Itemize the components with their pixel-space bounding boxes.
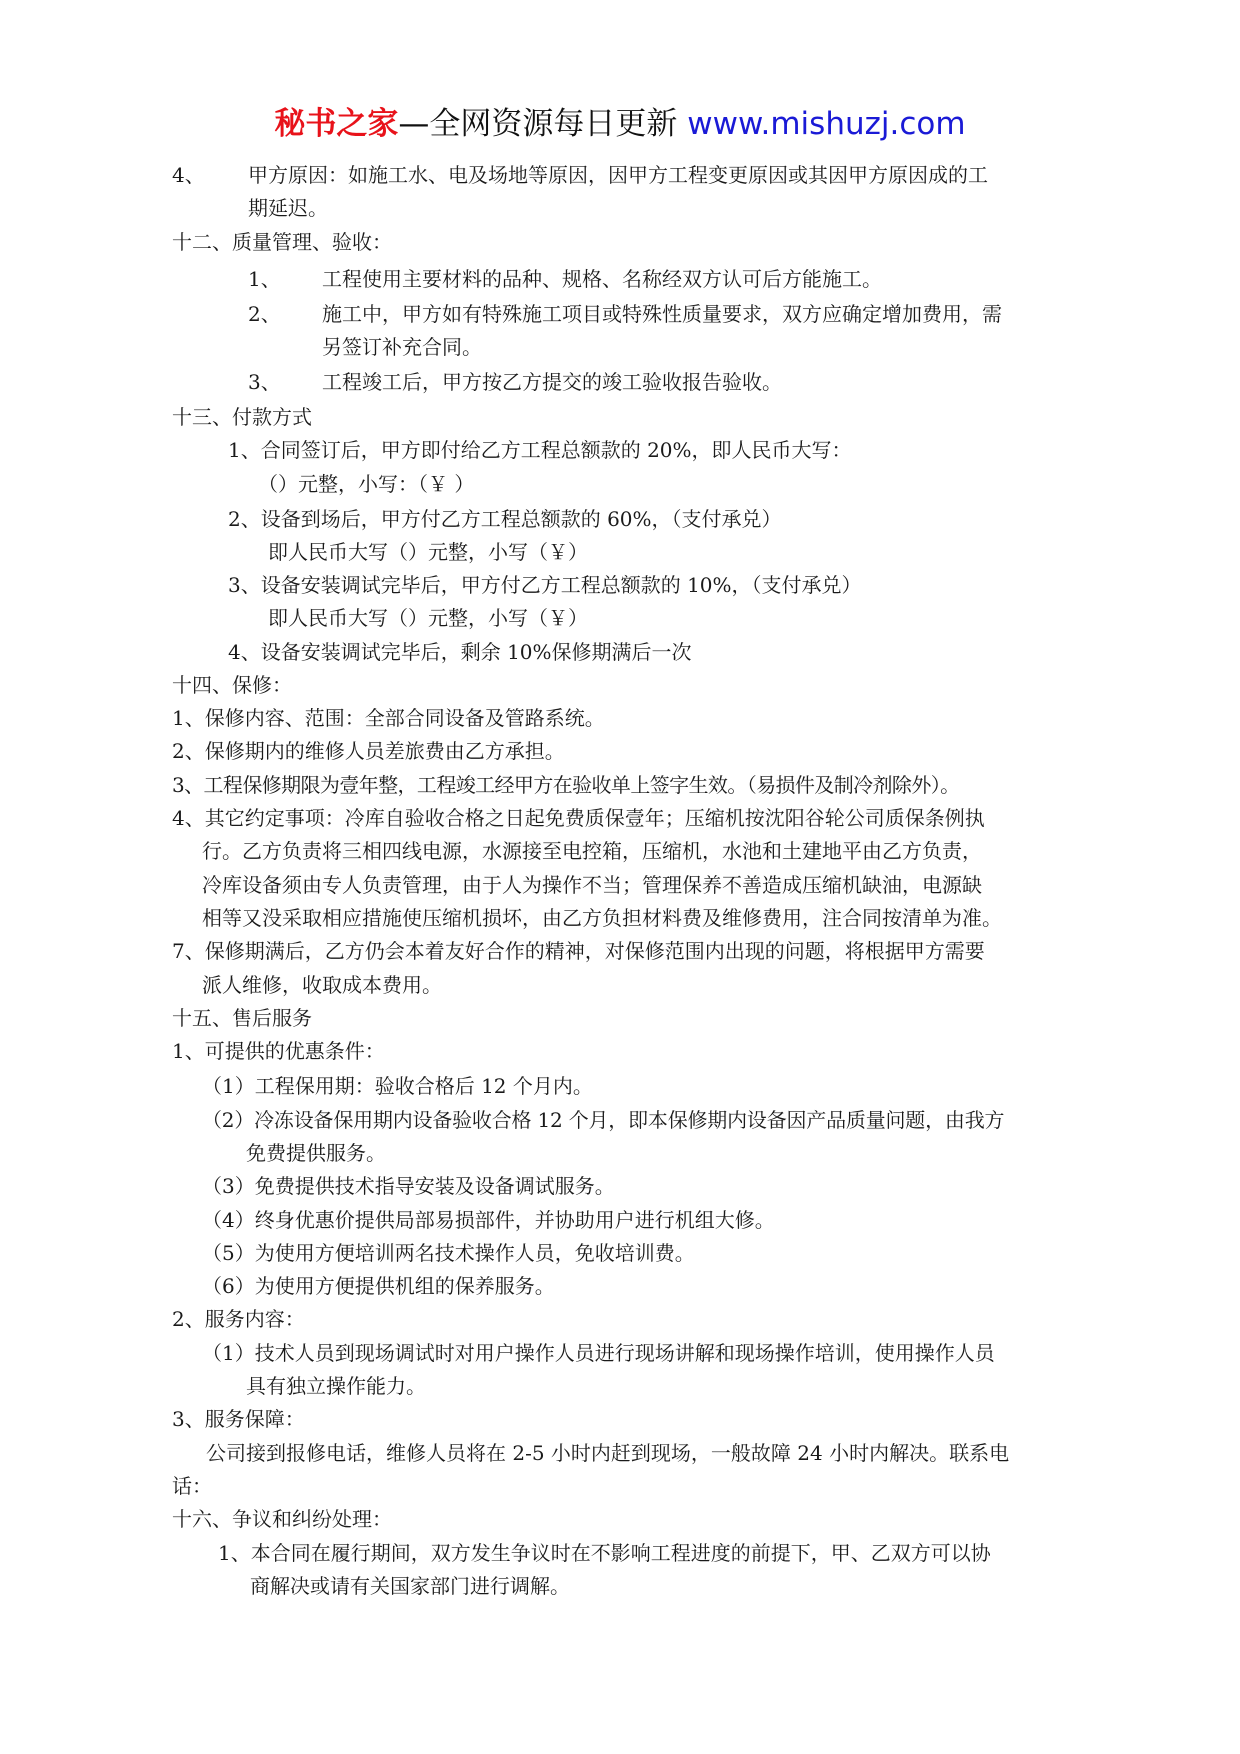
text-line: 免费提供服务。 [246, 1141, 386, 1165]
list-item [172, 161, 988, 189]
banner-tagline: —全网资源每日更新 [398, 106, 678, 142]
text-line: 具有独立操作能力。 [246, 1374, 426, 1398]
list-item: （6）为使用方便提供机组的保养服务。 [202, 1274, 555, 1298]
item-text: 甲方原因：如施工水、电及场地等原因，因甲方工程变更原因或其因甲方原因成的工 [248, 163, 988, 187]
list-item: 1、合同签订后，甲方即付给乙方工程总额款的 20%，即人民币大写： [228, 438, 852, 462]
text-line: 商解决或请有关国家部门进行调解。 [250, 1574, 570, 1598]
list-item: 2、服务内容： [172, 1307, 305, 1331]
text-line: 冷库设备须由专人负责管理，由于人为操作不当；管理保养不善造成压缩机缺油，电源缺 [202, 873, 982, 897]
section-heading: 十四、保修： [172, 673, 292, 697]
list-item: （3）免费提供技术指导安装及设备调试服务。 [202, 1174, 615, 1198]
list-item: 1、可提供的优惠条件： [172, 1039, 385, 1063]
item-number: 4、 [172, 163, 205, 187]
list-item: 7、保修期满后，乙方仍会本着友好合作的精神，对保修范围内出现的问题，将根据甲方需要 [172, 939, 985, 963]
section-heading: 十五、售后服务 [172, 1006, 312, 1030]
item-text: 施工中，甲方如有特殊施工项目或特殊性质量要求，双方应确定增加费用，需 [322, 302, 1002, 326]
item-number: 3、 [248, 370, 281, 394]
text-line: 即人民币大写（）元整，小写（￥） [268, 606, 588, 630]
list-item: 3、工程保修期限为壹年整，工程竣工经甲方在验收单上签字生效。（易损件及制冷剂除外）。 [172, 773, 960, 797]
list-item [248, 265, 882, 293]
list-item: （1）技术人员到现场调试时对用户操作人员进行现场讲解和现场操作培训，使用操作人员 [202, 1341, 995, 1365]
banner-brand: 秘书之家 [274, 106, 399, 142]
item-number: 1、 [248, 267, 281, 291]
list-item: （5）为使用方便培训两名技术操作人员，免收培训费。 [202, 1241, 695, 1265]
banner-url[interactable]: www.mishuzj.com [687, 106, 966, 142]
section-heading: 十三、付款方式 [172, 405, 312, 429]
list-item: 3、设备安装调试完毕后，甲方付乙方工程总额款的 10%，（支付承兑） [228, 573, 862, 597]
section-heading: 十六、争议和纠纷处理： [172, 1507, 392, 1531]
list-item: 1、保修内容、范围：全部合同设备及管路系统。 [172, 706, 605, 730]
list-item: （1）工程保用期：验收合格后 12 个月内。 [202, 1074, 593, 1098]
list-item: （4）终身优惠价提供局部易损部件，并协助用户进行机组大修。 [202, 1208, 775, 1232]
section-heading: 十二、质量管理、验收： [172, 230, 392, 254]
text-line: （）元整，小写：（￥ ） [258, 472, 475, 496]
list-item: 3、服务保障： [172, 1407, 305, 1431]
text-line: 相等又没采取相应措施使压缩机损坏，由乙方负担材料费及维修费用，注合同按清单为准。 [202, 906, 1002, 930]
text-line: 公司接到报修电话，维修人员将在 2-5 小时内赶到现场，一般故障 24 小时内解决。联系电 [206, 1441, 1010, 1465]
list-item [248, 300, 1002, 328]
list-item: 4、其它约定事项：冷库自验收合格之日起免费质保壹年；压缩机按沈阳谷轮公司质保条例执 [172, 806, 985, 830]
text-line: 期延迟。 [248, 196, 328, 220]
text-line: 另签订补充合同。 [322, 335, 482, 359]
list-item: 2、保修期内的维修人员差旅费由乙方承担。 [172, 739, 565, 763]
list-item [248, 368, 782, 396]
item-number: 2、 [248, 302, 281, 326]
list-item: 1、本合同在履行期间，双方发生争议时在不影响工程进度的前提下，甲、乙双方可以协 [218, 1541, 991, 1565]
text-line: 即人民币大写（）元整，小写（￥） [268, 540, 588, 564]
text-line: 行。乙方负责将三相四线电源，水源接至电控箱，压缩机，水池和土建地平由乙方负责， [202, 839, 982, 863]
item-text: 工程使用主要材料的品种、规格、名称经双方认可后方能施工。 [322, 267, 882, 291]
list-item: （2）冷冻设备保用期内设备验收合格 12 个月，即本保修期内设备因产品质量问题，由我方 [202, 1108, 1005, 1132]
text-line: 派人维修，收取成本费用。 [202, 973, 442, 997]
item-text: 工程竣工后，甲方按乙方提交的竣工验收报告验收。 [322, 370, 782, 394]
list-item: 4、设备安装调试完毕后，剩余 10%保修期满后一次 [228, 640, 692, 664]
list-item: 2、设备到场后，甲方付乙方工程总额款的 60%，（支付承兑） [228, 507, 782, 531]
text-line: 话： [172, 1474, 212, 1498]
site-banner [0, 100, 1240, 148]
